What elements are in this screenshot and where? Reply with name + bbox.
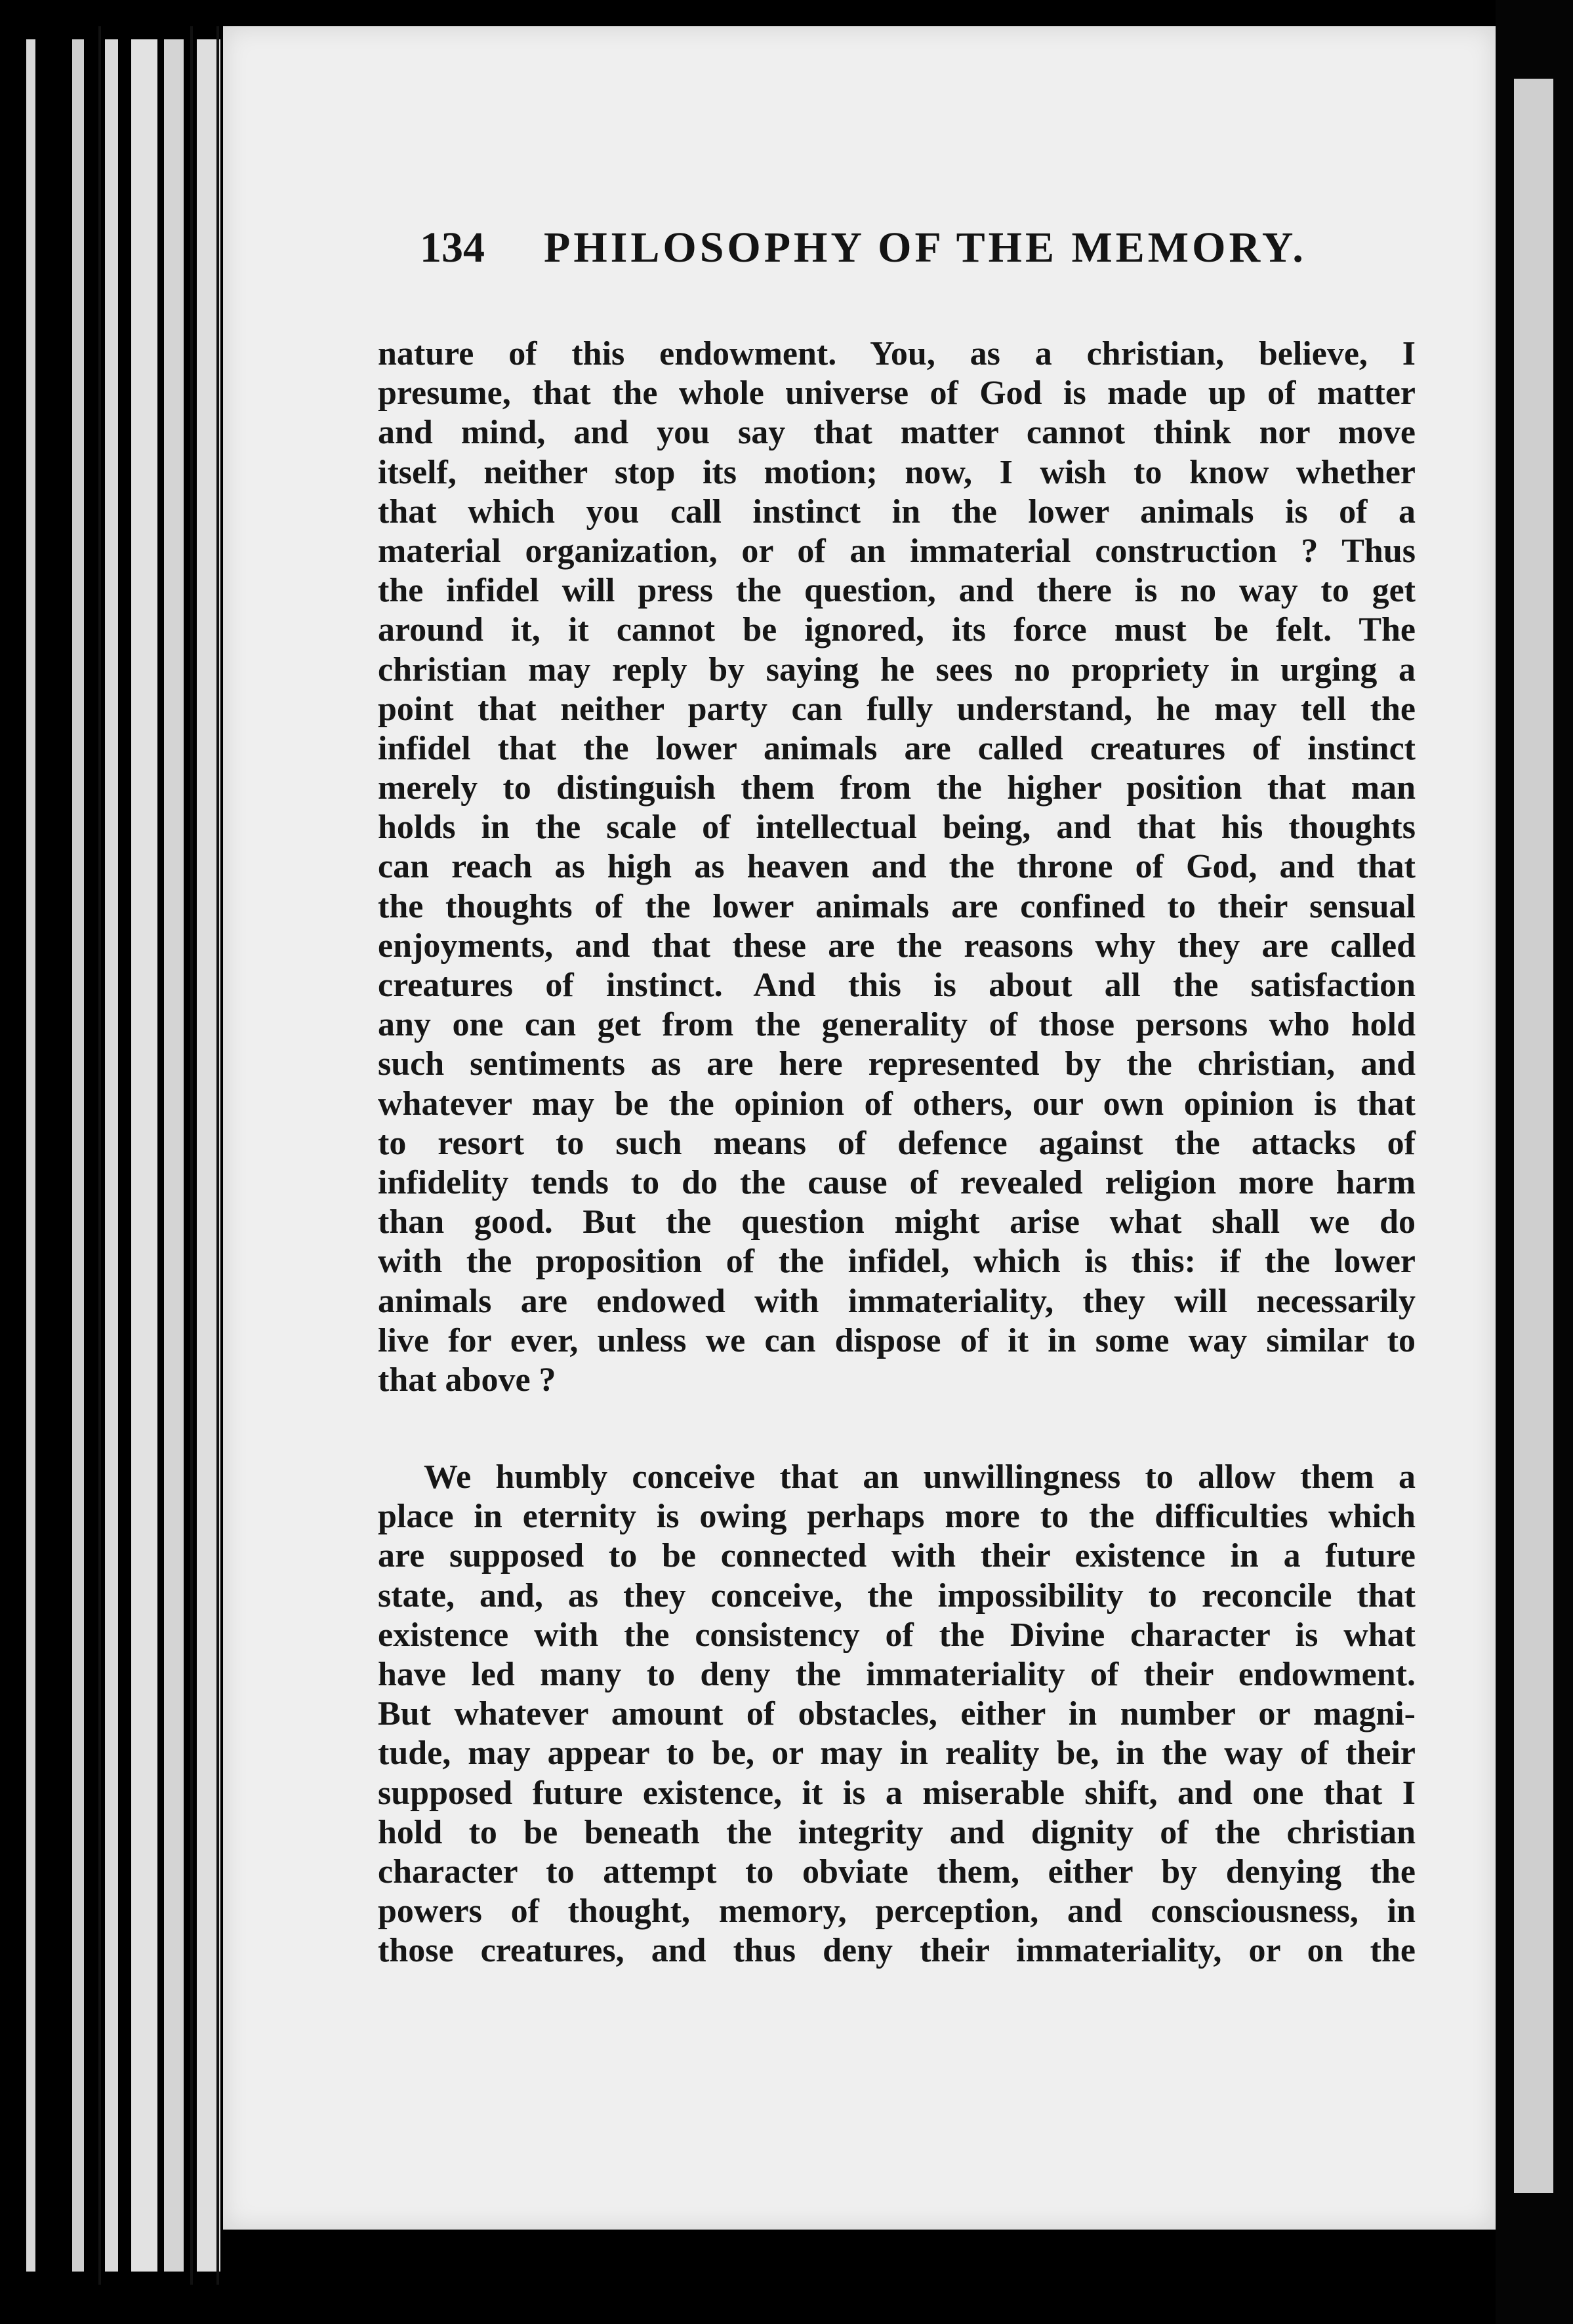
paragraph-1 bbox=[378, 334, 1416, 1400]
page-edge bbox=[131, 39, 157, 2272]
text-line: live for ever, unless we can dispose of it in some way similar to bbox=[378, 1321, 1416, 1359]
page-divider bbox=[190, 26, 193, 2285]
text-line: merely to distinguish them from the higher position that man bbox=[378, 769, 1416, 807]
page-edge bbox=[26, 39, 35, 2272]
page-edge bbox=[164, 39, 184, 2272]
text-line: such sentiments as are here represented by the christian, and bbox=[378, 1045, 1416, 1083]
paragraph-gap bbox=[378, 1400, 1416, 1458]
text-line: nature of this endowment. You, as a christian, believe, I bbox=[378, 335, 1416, 372]
page-divider bbox=[98, 26, 101, 2285]
text-line: infidelity tends to do the cause of revealed religion more harm bbox=[378, 1163, 1416, 1201]
book-page bbox=[223, 26, 1496, 2230]
page-edge bbox=[72, 39, 84, 2272]
text-line: powers of thought, memory, perception, and consciousness, in bbox=[378, 1893, 1416, 1931]
text-line: existence with the consistency of the Divine character is what bbox=[378, 1616, 1416, 1654]
text-line: state, and, as they conceive, the impossibility to reconcile that bbox=[378, 1576, 1416, 1614]
text-line: tude, may appear to be, or may in reality be, in the way of their bbox=[378, 1734, 1416, 1773]
text-line: character to attempt to obviate them, either by denying the bbox=[378, 1853, 1416, 1891]
text-line: enjoyments, and that these are the reasons why they are called bbox=[378, 927, 1416, 965]
text-line: presume, that the whole universe of God is made up of matter bbox=[378, 374, 1416, 412]
facing-page-edge bbox=[1514, 79, 1553, 2193]
text-line: place in eternity is owing perhaps more to the difficulties which bbox=[378, 1498, 1416, 1536]
text-line: supposed future existence, it is a miserable shift, and one that I bbox=[378, 1774, 1416, 1812]
text-line: around it, it cannot be ignored, its force must be felt. The bbox=[378, 611, 1416, 649]
binding-shadow bbox=[1496, 0, 1573, 2324]
text-line: We humbly conceive that an unwillingness to allow them a bbox=[424, 1458, 1416, 1496]
text-line: whatever may be the opinion of others, our own opinion is that bbox=[378, 1085, 1416, 1123]
text-line: animals are endowed with immateriality, they will necessarily bbox=[378, 1282, 1416, 1320]
text-line: have led many to deny the immateriality of their endowment. bbox=[378, 1656, 1416, 1693]
page-divider bbox=[216, 26, 219, 2285]
text-line: to resort to such means of defence against the attacks of bbox=[378, 1124, 1416, 1162]
text-line: that which you call instinct in the lower animals is of a bbox=[378, 492, 1416, 531]
page-body bbox=[378, 334, 1416, 1971]
text-line: and mind, and you say that matter cannot think nor move bbox=[378, 414, 1416, 452]
text-line: material organization, or of an immaterial construction ? Thus bbox=[378, 532, 1416, 570]
paragraph-2 bbox=[378, 1458, 1416, 1971]
text-line: itself, neither stop its motion; now, I wish to know whether bbox=[378, 453, 1416, 491]
text-line: are supposed to be connected with their existence in a future bbox=[378, 1537, 1416, 1575]
text-line: hold to be beneath the integrity and dignity of the christian bbox=[378, 1813, 1416, 1851]
text-line: that above ? bbox=[378, 1361, 556, 1399]
text-line: than good. But the question might arise what shall we do bbox=[378, 1203, 1416, 1241]
page-edge bbox=[105, 39, 118, 2272]
text-line: christian may reply by saying he sees no propriety in urging a bbox=[378, 651, 1416, 689]
text-line: infidel that the lower animals are called creatures of instinct bbox=[378, 729, 1416, 767]
text-line: holds in the scale of intellectual being, and that his thoughts bbox=[378, 809, 1416, 847]
text-line: But whatever amount of obstacles, either in number or magni- bbox=[378, 1695, 1416, 1733]
text-line: those creatures, and thus deny their immateriality, or on the bbox=[378, 1932, 1416, 1970]
text-line: with the proposition of the infidel, which is this: if the lower bbox=[378, 1243, 1416, 1281]
running-head: PHILOSOPHY OF THE MEMORY. bbox=[544, 224, 1307, 271]
text-line: can reach as high as heaven and the throne of God, and that bbox=[378, 848, 1416, 886]
text-line: the thoughts of the lower animals are confined to their sensual bbox=[378, 887, 1416, 925]
page-number: 134 bbox=[420, 224, 485, 271]
text-line: the infidel will press the question, and there is no way to get bbox=[378, 572, 1416, 610]
text-line: point that neither party can fully understand, he may tell the bbox=[378, 690, 1416, 728]
page-header bbox=[420, 223, 1307, 302]
text-line: creatures of instinct. And this is about all the satisfaction bbox=[378, 967, 1416, 1004]
text-line: any one can get from the generality of those persons who hold bbox=[378, 1006, 1416, 1044]
